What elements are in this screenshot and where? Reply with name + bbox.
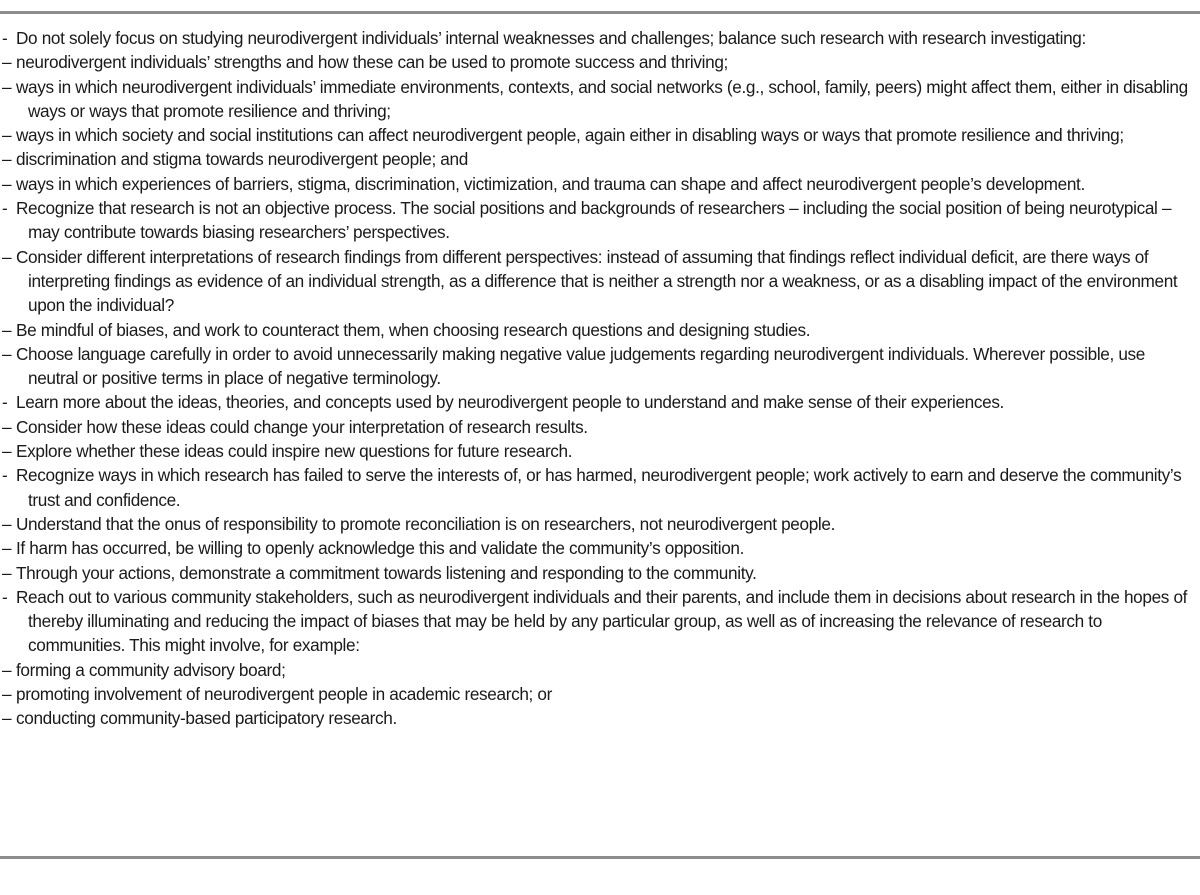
item-text: Recognize ways in which research has failed to serve the interests of, or has harmed, neurodivergent people; work actively to earn and deserve the community’s trust and confidence.	[16, 465, 1182, 510]
item-text: Learn more about the ideas, theories, and concepts used by neurodivergent people to understand and make sense of their experiences.	[16, 392, 1004, 413]
item-text: Consider different interpretations of research findings from different perspectives: instead of assuming that findings reflect individual deficit, are there ways of interpreting findings as evidence of an individual strength, as a difference that is neither a strength nor a weakness, or as a disabling impact of the environment upon the individual?	[16, 246, 1178, 316]
item-text: forming a community advisory board;	[16, 659, 286, 680]
bullet-dash: -	[2, 586, 8, 607]
list-item	[2, 342, 1194, 391]
item-text: Consider how these ideas could change your interpretation of research results.	[16, 416, 588, 437]
item-text: ways in which neurodivergent individuals’ immediate environments, contexts, and social networks (e.g., school, family, peers) might affect them, either in disabling ways or ways that promote resilience and thriving;	[16, 76, 1188, 121]
list-item	[2, 172, 1194, 196]
item-text: neurodivergent individuals’ strengths and how these can be used to promote success and thriving;	[16, 52, 728, 73]
list-item	[2, 658, 1194, 682]
bullet-dash: –	[2, 416, 12, 437]
list-item	[2, 463, 1194, 512]
bullet-dash: –	[2, 149, 12, 170]
list-item	[2, 75, 1194, 124]
item-text: conducting community-based participatory research.	[16, 708, 397, 729]
bullet-dash: -	[2, 392, 8, 413]
item-text: Choose language carefully in order to avoid unnecessarily making negative value judgements regarding neurodivergent individuals. Wherever possible, use neutral or positive terms in place of negative terminology.	[16, 343, 1146, 389]
bullet-dash: –	[2, 562, 12, 583]
bullet-dash: –	[2, 659, 12, 680]
bullet-dash: –	[2, 246, 12, 267]
list-item	[2, 26, 1194, 50]
bullet-dash: –	[2, 538, 12, 559]
bullet-dash: –	[2, 441, 12, 462]
list-item	[2, 390, 1194, 414]
bullet-dash: –	[2, 125, 12, 146]
list-item	[2, 147, 1194, 171]
bullet-dash: -	[2, 465, 8, 486]
bullet-dash: –	[2, 684, 12, 705]
item-text: Understand that the onus of responsibility to promote reconciliation is on researchers, not neurodivergent people.	[16, 513, 836, 534]
list-item	[2, 123, 1194, 147]
bullet-dash: –	[2, 513, 12, 534]
list-item	[2, 536, 1194, 560]
list-item	[2, 439, 1194, 463]
list-item	[2, 318, 1194, 342]
recommendations-list	[2, 26, 1194, 731]
list-item	[2, 585, 1194, 658]
list-item	[2, 706, 1194, 730]
item-text: Recognize that research is not an objective process. The social positions and backgrounds of researchers – including the social position of being neurotypical – may contribute towards biasing researchers’ perspectives.	[16, 198, 1172, 243]
bullet-dash: -	[2, 28, 8, 48]
item-text: ways in which society and social institutions can affect neurodivergent people, again either in disabling ways or ways that promote resilience and thriving;	[16, 125, 1124, 146]
item-text: Through your actions, demonstrate a commitment towards listening and responding to the community.	[16, 562, 757, 583]
top-rule	[0, 11, 1200, 14]
bullet-dash: –	[2, 76, 12, 97]
list-item	[2, 512, 1194, 536]
list-item	[2, 682, 1194, 706]
item-text: Reach out to various community stakeholders, such as neurodivergent individuals and their parents, and include them in decisions about research in the hopes of thereby illuminating and reducing the impact of biases that may be held by any particular group, as well as of increasing the relevance of research to communities. This might involve, for example:	[16, 586, 1188, 656]
list-item	[2, 245, 1194, 318]
bullet-dash: –	[2, 708, 12, 729]
bullet-dash: –	[2, 319, 12, 340]
list-item	[2, 561, 1194, 585]
bullet-dash: -	[2, 198, 8, 219]
item-text: Be mindful of biases, and work to counteract them, when choosing research questions and designing studies.	[16, 319, 811, 340]
list-item	[2, 50, 1194, 74]
item-text: If harm has occurred, be willing to openly acknowledge this and validate the community’s opposition.	[16, 538, 745, 559]
item-text: ways in which experiences of barriers, stigma, discrimination, victimization, and trauma can shape and affect neurodivergent people’s development.	[16, 173, 1085, 194]
bullet-dash: –	[2, 343, 12, 364]
list-item	[2, 415, 1194, 439]
item-text: Do not solely focus on studying neurodivergent individuals’ internal weaknesses and challenges; balance such research with research investigating:	[16, 28, 1086, 48]
list-item	[2, 196, 1194, 245]
bottom-rule	[0, 856, 1200, 859]
item-text: Explore whether these ideas could inspire new questions for future research.	[16, 441, 573, 462]
item-text: promoting involvement of neurodivergent people in academic research; or	[16, 684, 552, 705]
bullet-dash: –	[2, 173, 12, 194]
item-text: discrimination and stigma towards neurodivergent people; and	[16, 149, 468, 170]
bullet-dash: –	[2, 52, 12, 73]
